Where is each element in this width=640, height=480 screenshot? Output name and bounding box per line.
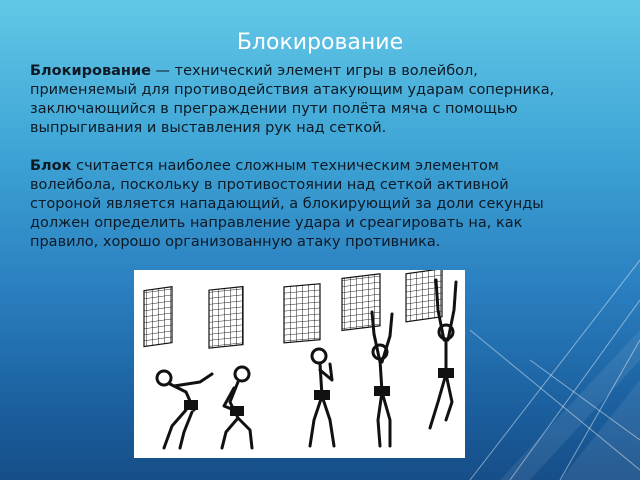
block-sequence-drawing	[134, 270, 465, 458]
definition-paragraph	[30, 62, 578, 138]
definition-term: Блокирование	[30, 63, 151, 79]
slide-body	[30, 62, 578, 252]
description-text: считается наиболее сложным техническим элементом волейбола, поскольку в противостоянии над сеткой активной стороной является нападающий, а блокирующий за доли секунды должен определить направление удара и среагировать на, как правило, хорошо организованную атаку противника.	[30, 158, 544, 250]
volleyball-block-sequence-illustration	[134, 270, 465, 458]
net-icon	[144, 270, 442, 348]
definition-text: — технический элемент игры в волейбол, применяемый для противодействия атакующим ударам соперника, заключающийся в преграждении пути полёта мяча с помощью выпрыгивания и выставления рук над сеткой.	[30, 63, 555, 136]
description-paragraph	[30, 157, 578, 252]
slide-title: Блокирование	[236, 30, 404, 55]
description-term: Блок	[30, 158, 72, 174]
